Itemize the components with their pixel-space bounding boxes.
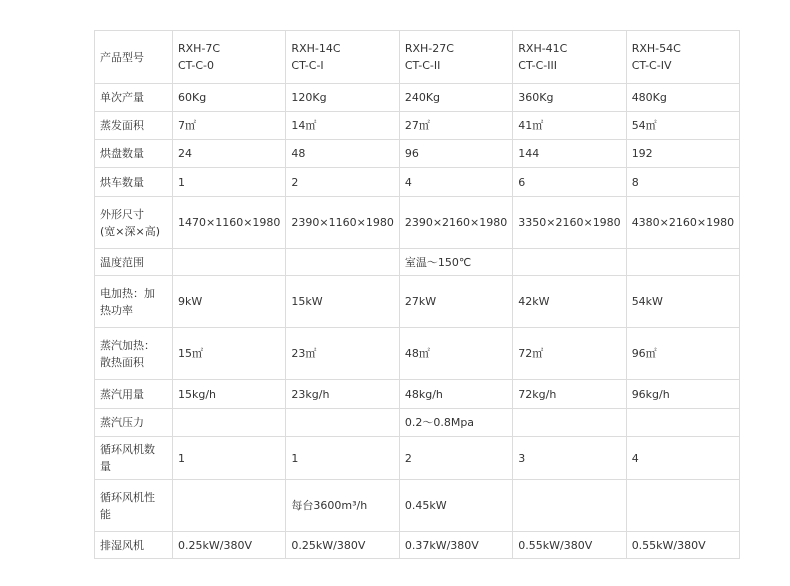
row-label-line: 能 (100, 507, 111, 521)
value-cell: 15㎡ (173, 328, 286, 380)
row-label-line: 电加热：加 (100, 286, 155, 300)
value-cell: 41㎡ (513, 112, 626, 140)
row-label-line: 循环风机性 (100, 490, 155, 504)
row-label-line: 排湿风机 (100, 538, 144, 552)
table-row (95, 409, 740, 437)
model-cell (399, 31, 512, 84)
model-name: RXH-41C (518, 42, 568, 55)
value-cell: 72kg/h (513, 380, 626, 409)
value-cell: 0.2～0.8Mpa (399, 409, 512, 437)
table-row (95, 112, 740, 140)
model-cell (173, 31, 286, 84)
row-label-line: (宽×深×高) (100, 224, 161, 238)
row-label-line: 散热面积 (100, 355, 144, 369)
value-cell: 54kW (626, 276, 739, 328)
value-cell: 0.25kW/380V (286, 532, 399, 559)
value-cell (173, 249, 286, 276)
value-cell: 192 (626, 140, 739, 168)
row-label (95, 276, 173, 328)
table-row (95, 168, 740, 197)
row-label (95, 197, 173, 249)
row-label-line: 单次产量 (100, 91, 144, 104)
value-cell: 8 (626, 168, 739, 197)
value-cell: 每台3600m³/h (286, 480, 399, 532)
value-cell: 15kW (286, 276, 399, 328)
value-cell: 2 (286, 168, 399, 197)
value-cell: 42kW (513, 276, 626, 328)
row-label-line: 烘车数量 (100, 175, 144, 189)
value-cell: 0.45kW (399, 480, 512, 532)
value-cell (513, 249, 626, 276)
model-code: CT-C-0 (178, 59, 215, 72)
model-name: RXH-7C (178, 42, 221, 55)
value-cell: 3 (513, 437, 626, 480)
row-label (95, 532, 173, 559)
table-row (95, 380, 740, 409)
row-label-line: 蒸发面积 (100, 119, 144, 132)
value-cell: 室温～150℃ (399, 249, 512, 276)
model-code: CT-C-III (518, 59, 558, 72)
row-label-line: 外形尺寸 (100, 207, 144, 221)
table-row (95, 328, 740, 380)
value-cell (173, 480, 286, 532)
table-row (95, 276, 740, 328)
value-cell (513, 409, 626, 437)
value-cell: 6 (513, 168, 626, 197)
value-cell: 0.37kW/380V (399, 532, 512, 559)
value-cell: 96㎡ (626, 328, 739, 380)
table-row (95, 84, 740, 112)
value-cell: 1470×1160×1980 (173, 197, 286, 249)
value-cell: 240Kg (399, 84, 512, 112)
value-cell: 14㎡ (286, 112, 399, 140)
value-cell: 4 (626, 437, 739, 480)
value-cell (286, 249, 399, 276)
row-label: 产品型号 (95, 31, 173, 84)
model-name: RXH-14C (291, 42, 341, 55)
value-cell: 144 (513, 140, 626, 168)
row-label (95, 437, 173, 480)
model-name: RXH-54C (631, 42, 681, 55)
value-cell: 3350×2160×1980 (513, 197, 626, 249)
table-header-row (95, 31, 740, 84)
row-label-line: 热功率 (100, 303, 133, 317)
row-label (95, 409, 173, 437)
value-cell: 120Kg (286, 84, 399, 112)
table-row (95, 197, 740, 249)
row-label (95, 84, 173, 112)
spec-table-body (95, 31, 740, 559)
value-cell: 0.25kW/380V (173, 532, 286, 559)
value-cell: 360Kg (513, 84, 626, 112)
value-cell: 72㎡ (513, 328, 626, 380)
value-cell: 1 (173, 437, 286, 480)
value-cell: 2390×1160×1980 (286, 197, 399, 249)
row-label (95, 328, 173, 380)
row-label (95, 168, 173, 197)
row-label (95, 140, 173, 168)
row-label-line: 蒸汽加热： (100, 338, 155, 352)
value-cell: 27㎡ (399, 112, 512, 140)
value-cell (626, 249, 739, 276)
row-label (95, 112, 173, 140)
model-cell (286, 31, 399, 84)
value-cell (626, 480, 739, 532)
value-cell: 24 (173, 140, 286, 168)
value-cell: 4 (399, 168, 512, 197)
value-cell: 23kg/h (286, 380, 399, 409)
model-name: RXH-27C (404, 42, 454, 55)
model-code: CT-C-II (404, 59, 441, 72)
value-cell: 27kW (399, 276, 512, 328)
value-cell: 23㎡ (286, 328, 399, 380)
value-cell: 48kg/h (399, 380, 512, 409)
row-label-line: 烘盘数量 (100, 147, 144, 160)
value-cell: 48㎡ (399, 328, 512, 380)
row-label-line: 蒸汽压力 (100, 416, 144, 429)
value-cell: 2 (399, 437, 512, 480)
value-cell (173, 409, 286, 437)
table-row (95, 480, 740, 532)
table-row (95, 249, 740, 276)
value-cell: 1 (286, 437, 399, 480)
row-label-line: 温度范围 (100, 255, 144, 269)
value-cell: 15kg/h (173, 380, 286, 409)
model-cell (513, 31, 626, 84)
value-cell (626, 409, 739, 437)
table-row (95, 140, 740, 168)
value-cell: 1 (173, 168, 286, 197)
value-cell: 7㎡ (173, 112, 286, 140)
model-code: CT-C-IV (631, 59, 672, 72)
value-cell: 9kW (173, 276, 286, 328)
row-label-line: 循环风机数 (100, 443, 155, 456)
value-cell: 96 (399, 140, 512, 168)
value-cell: 4380×2160×1980 (626, 197, 739, 249)
row-label (95, 249, 173, 276)
value-cell: 48 (286, 140, 399, 168)
spec-table (94, 30, 740, 559)
table-row (95, 437, 740, 480)
value-cell (513, 480, 626, 532)
value-cell: 0.55kW/380V (513, 532, 626, 559)
value-cell: 54㎡ (626, 112, 739, 140)
value-cell: 2390×2160×1980 (399, 197, 512, 249)
row-label (95, 480, 173, 532)
row-label-line: 量 (100, 460, 111, 473)
value-cell: 60Kg (173, 84, 286, 112)
value-cell: 96kg/h (626, 380, 739, 409)
model-code: CT-C-I (291, 59, 324, 72)
table-row (95, 532, 740, 559)
row-label (95, 380, 173, 409)
value-cell: 480Kg (626, 84, 739, 112)
value-cell (286, 409, 399, 437)
model-cell (626, 31, 739, 84)
value-cell: 0.55kW/380V (626, 532, 739, 559)
row-label-line: 蒸汽用量 (100, 387, 144, 401)
